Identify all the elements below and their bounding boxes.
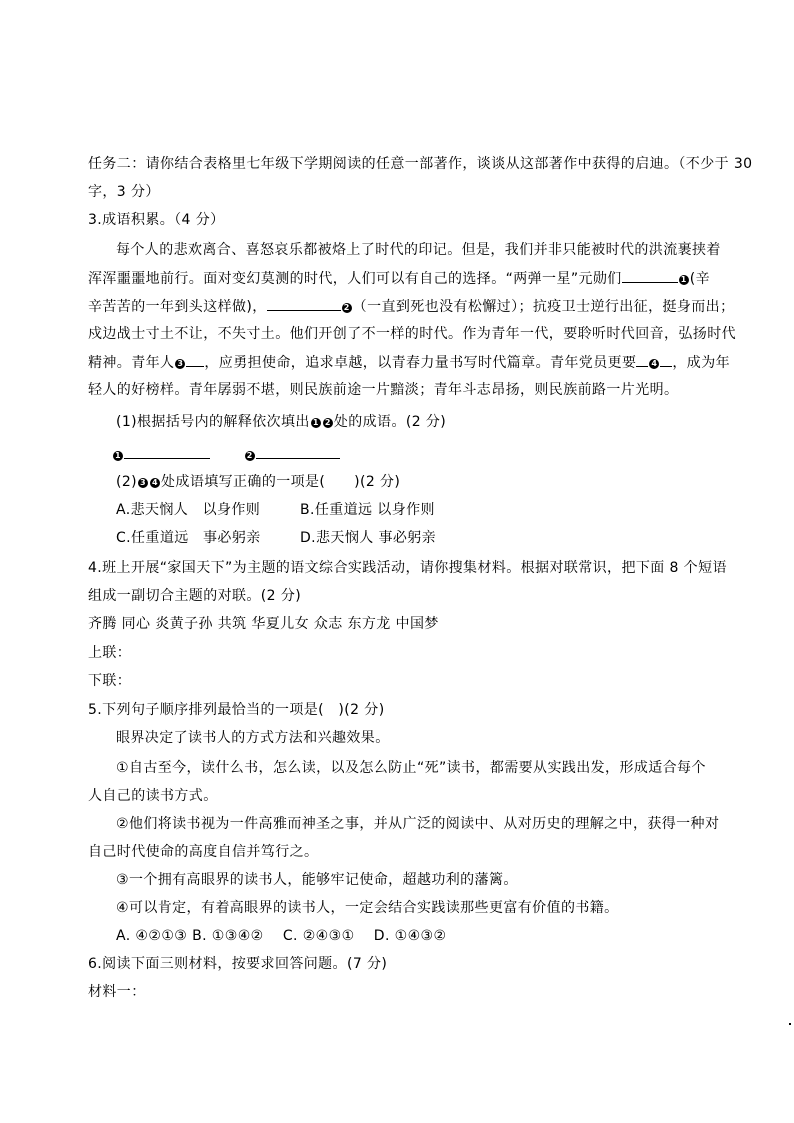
- marker-1b-icon: 1: [311, 418, 321, 428]
- q4-line2: 组成一副切合主题的对联。(2 分): [88, 588, 302, 604]
- q3-paragraph-line1: 每个人的悲欢离合、喜怒哀乐都被烙上了时代的印记。但是，我们并非只能被时代的洪流裹挟着: [116, 242, 721, 258]
- q3-p5-c: ，成为年: [672, 355, 731, 371]
- q3-answer-row: [112, 444, 340, 465]
- q3-sub2: [116, 472, 400, 492]
- marker-1c-icon: 1: [113, 451, 123, 461]
- q6-heading: 6.阅读下面三则材料，按要求回答问题。(7 分): [88, 956, 388, 972]
- marker-3b-icon: 3: [138, 478, 148, 488]
- option-c[interactable]: C.任重道远 事必躬亲: [116, 530, 261, 546]
- q3-p5-a: 精神。青年人: [88, 355, 175, 371]
- q3-paragraph-line5: [88, 352, 730, 373]
- blank-4a[interactable]: [636, 352, 648, 367]
- q5-sentence-0: 眼界决定了读书人的方式方法和兴趣效果。: [116, 730, 390, 746]
- q3-paragraph-line4: 戍边战士寸土不让，不失寸土。他们开创了不一样的时代。作为青年一代，要聆听时代回音，弘扬时代: [88, 326, 736, 342]
- q3-p3-b: （一直到死也没有松懈过）；抗疫卫士逆行出征，挺身而出；: [352, 299, 735, 315]
- blank-3[interactable]: [186, 352, 204, 367]
- q5-sentence-4: ④可以肯定，有着高眼界的读书人，一定会结合实践读那些更富有价值的书籍。: [116, 900, 619, 916]
- blank-1[interactable]: [622, 268, 678, 283]
- page-dot: [789, 1023, 791, 1025]
- q3-sub1-b: 处的成语。(2 分): [333, 414, 447, 430]
- q3-sub1-a: (1)根据括号内的解释依次填出: [116, 414, 310, 430]
- marker-1-icon: 1: [679, 275, 689, 285]
- q3-paragraph-line3: [88, 296, 734, 317]
- q5-sentence-1b: 人自己的读书方式。: [88, 788, 218, 804]
- q5-heading: 5.下列句子顺序排列最恰当的一项是( )(2 分): [88, 702, 385, 718]
- task2-line1: 任务二：请你结合表格里七年级下学期阅读的任意一部著作，谈谈从这部著作中获得的启迪。（不少于 30: [88, 156, 753, 172]
- option-d[interactable]: D.悲天悯人 事必躬亲: [300, 530, 437, 546]
- q3-paragraph-line2: [88, 268, 710, 289]
- blank-4b[interactable]: [660, 352, 672, 367]
- marker-3-icon: 3: [175, 359, 185, 369]
- q5-sentence-2a: ②他们将读书视为一件高雅而神圣之事，并从广泛的阅读中、从对历史的理解之中，获得一种对: [116, 816, 720, 832]
- q3-sub2-a: (2): [116, 474, 138, 490]
- option-a[interactable]: A.悲天悯人 以身作则: [116, 502, 261, 518]
- q5-sentence-1a: ①自古至今，读什么书，怎么读，以及怎么防止“死”读书，都需要从实践出发，形成适合每个: [116, 760, 706, 776]
- q5-sentence-2b: 自己时代使命的高度自信并笃行之。: [88, 844, 319, 860]
- q3-sub1: [116, 412, 446, 432]
- q6-material1: 材料一：: [88, 984, 146, 1000]
- q3-sub2-b: 处成语填写正确的一项是( )(2 分): [161, 474, 401, 490]
- q3-paragraph-line6: 轻人的好榜样。青年孱弱不堪，则民族前途一片黯淡；青年斗志昂扬，则民族前路一片光明。: [88, 382, 679, 398]
- q4-words: 齐腾 同心 炎黄子孙 共筑 华夏儿女 众志 东方龙 中国梦: [88, 616, 439, 632]
- q4-upper-couplet: 上联：: [88, 645, 132, 661]
- marker-2c-icon: 2: [245, 451, 255, 461]
- q3-p2-end: (辛: [689, 271, 710, 287]
- q3-p2-text: 浑浑噩噩地前行。面对变幻莫测的时代，人们可以有自己的选择。“两弹一星”元勋们: [88, 271, 622, 287]
- marker-2b-icon: 2: [323, 418, 333, 428]
- task2-line2: 字，3 分）: [88, 184, 160, 200]
- blank-2[interactable]: [267, 296, 341, 311]
- q3-p3-a: 辛苦苦的一年到头这样做)，: [88, 299, 267, 315]
- q5-sentence-3: ③一个拥有高眼界的读书人，能够牢记使命，超越功利的藩篱。: [116, 872, 518, 888]
- q3-heading: 3.成语积累。（4 分）: [88, 212, 225, 228]
- answer-blank-2[interactable]: [256, 444, 340, 459]
- answer-blank-1[interactable]: [124, 444, 210, 459]
- marker-4b-icon: 4: [150, 478, 160, 488]
- q5-options[interactable]: A. ④②①③ B. ①③④② C. ②④③① D. ①④③②: [116, 928, 447, 944]
- marker-2-icon: 2: [342, 303, 352, 313]
- q4-line1: 4.班上开展“家国天下”为主题的语文综合实践活动，请你搜集材料。根据对联常识，把下面 8 个短语: [88, 560, 727, 576]
- q3-p5-b: ，应勇担使命，追求卓越，以青春力量书写时代篇章。青年党员更要: [204, 355, 637, 371]
- marker-4-icon: 4: [649, 359, 659, 369]
- option-b[interactable]: B.任重道远 以身作则: [300, 502, 435, 518]
- q4-lower-couplet: 下联：: [88, 673, 132, 689]
